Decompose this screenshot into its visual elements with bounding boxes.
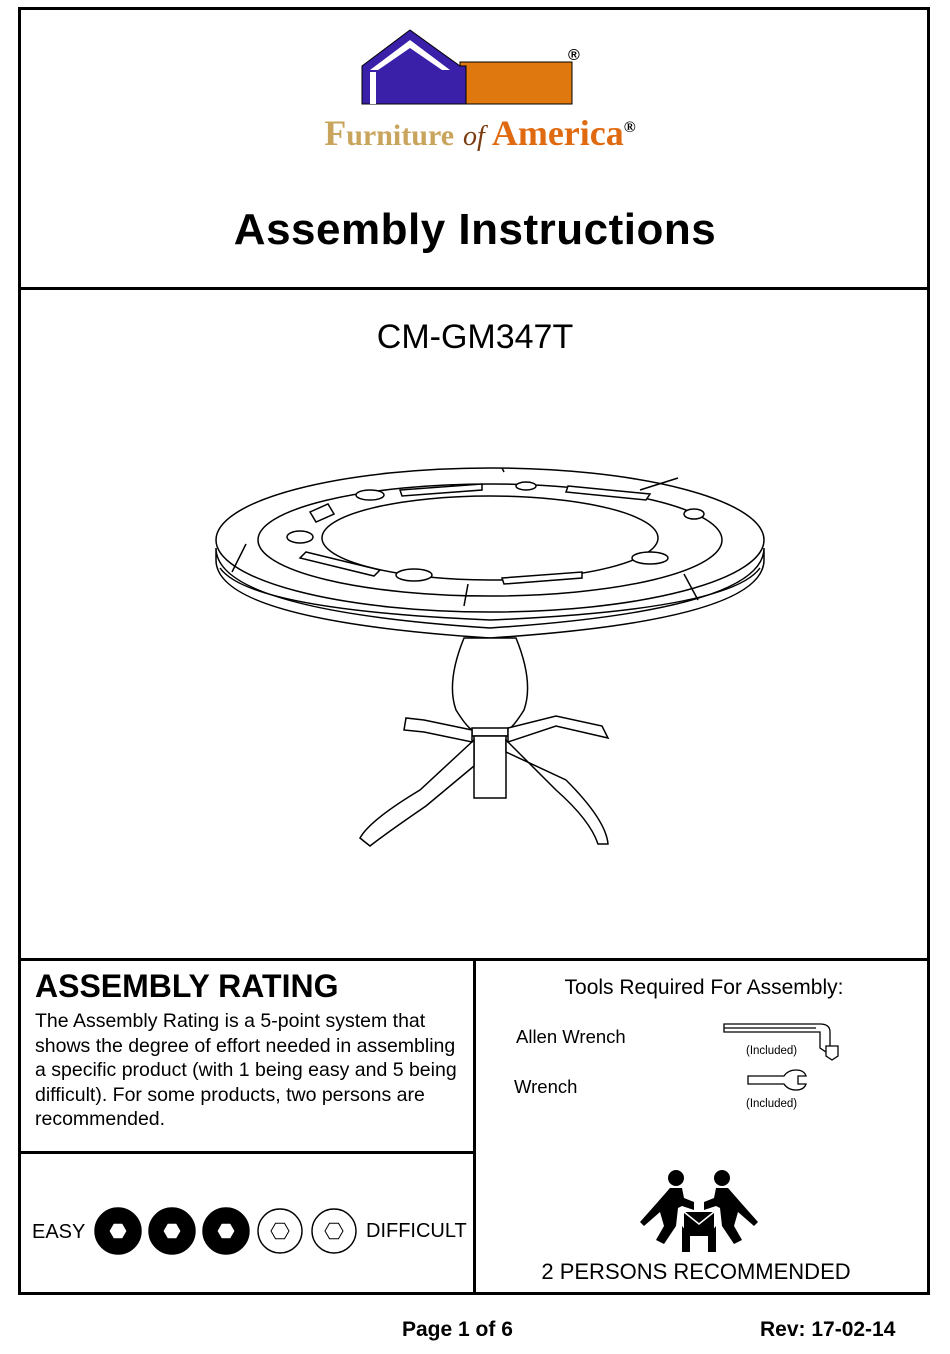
- rating-scale: [30, 1205, 470, 1260]
- brand-name: [270, 112, 690, 154]
- rating-dot-filled: [95, 1208, 141, 1254]
- divider-header: [18, 287, 930, 290]
- rating-heading: ASSEMBLY RATING: [35, 968, 339, 1004]
- brand-of: of: [463, 121, 485, 152]
- registered-mark: ®: [623, 119, 636, 136]
- allen-wrench-note: (Included): [746, 1045, 798, 1057]
- rating-dot-filled: [203, 1208, 249, 1254]
- house-orange-block: [460, 62, 572, 104]
- brand-logo: [270, 22, 690, 162]
- rating-dot-empty: [258, 1209, 302, 1253]
- registered-mark-top: ®: [568, 47, 580, 64]
- two-persons-icon: [634, 1168, 764, 1256]
- page-title: Assembly Instructions: [233, 205, 717, 254]
- house-logo-icon: [270, 22, 690, 112]
- brand-urniture: urniture: [346, 119, 455, 152]
- table-illustration: [210, 460, 770, 860]
- tool-wrench-label: Wrench: [514, 1076, 578, 1097]
- difficult-label: DIFFICULT: [366, 1220, 467, 1242]
- model-number: CM-GM347T: [376, 318, 574, 356]
- divider-rating: [18, 1151, 475, 1154]
- divider-vertical: [473, 958, 476, 1295]
- page-number: Page 1 of 6: [402, 1318, 513, 1341]
- persons-recommended-label: 2 PERSONS RECOMMENDED: [541, 1259, 851, 1284]
- tool-allen-wrench-label: Allen Wrench: [516, 1026, 626, 1047]
- rating-dot-empty: [312, 1209, 356, 1253]
- brand-america: America: [491, 113, 624, 153]
- rating-description: The Assembly Rating is a 5-point system that shows the degree of effort needed in assembling a specific product (with 1 being easy and 5 being difficult). For some products, two persons are recommended.: [35, 1010, 457, 1130]
- tools-heading: Tools Required For Assembly:: [564, 976, 844, 999]
- revision-label: Rev: 17-02-14: [760, 1318, 896, 1341]
- wrench-icon: [746, 1068, 808, 1094]
- rating-dot-filled: [149, 1208, 195, 1254]
- easy-label: EASY: [32, 1221, 86, 1243]
- wrench-note: (Included): [746, 1098, 798, 1110]
- brand-letter-f: F: [324, 113, 347, 153]
